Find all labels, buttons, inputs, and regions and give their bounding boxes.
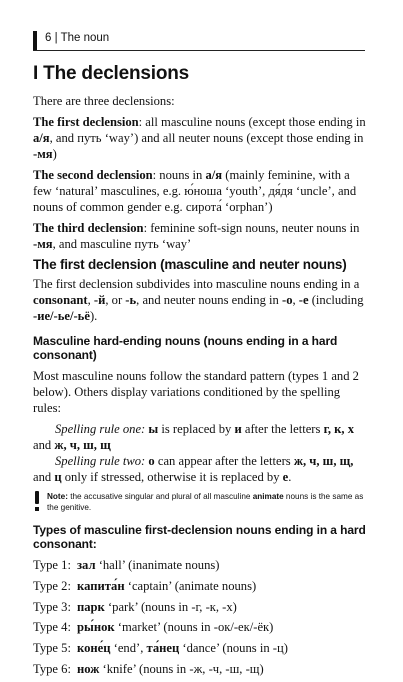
second-declension-paragraph: The second declension: nouns in а/я (mainly feminine, with a few ‘natural’ masculines, e.g. ю́ноша ‘youth’, дя́дя ‘uncle’, and nouns of common gender e.g. сирота́ ‘orphan’) — [33, 168, 357, 214]
note-text: Note: the accusative singular and plural of all masculine animate nouns is the same as the genitive. — [47, 492, 364, 512]
spelling-rule-two: Spelling rule two: о can appear after the letters ж, ч, ш, щ, — [55, 454, 354, 468]
spelling-rule-one-cont: and ж, ч, ш, щ — [33, 438, 111, 452]
page-content — [33, 63, 367, 682]
first-declension-heading: The first declension (masculine and neuter nouns) — [33, 257, 347, 272]
exclamation-icon — [33, 491, 41, 513]
running-head-title: The noun — [60, 32, 110, 44]
types-heading: Types of masculine first-declension nouns ending in a hard consonant: — [33, 523, 366, 551]
running-head-bar — [33, 31, 37, 50]
types-list — [33, 557, 367, 677]
note-box — [33, 491, 367, 513]
running-head — [33, 30, 365, 51]
spelling-rule-two-cont: and ц only if stressed, otherwise it is replaced by е. — [33, 470, 292, 484]
type-row: Type 6: нож ‘knife’ (nouns in -ж, -ч, -ш, -щ) — [33, 661, 264, 676]
page-number: 6 — [45, 32, 52, 44]
type-row: Type 2: капита́н ‘captain’ (animate nouns) — [33, 578, 257, 593]
intro-text: There are three declensions: — [33, 94, 175, 108]
running-head-text — [45, 32, 109, 44]
hard-ending-paragraph: Most masculine nouns follow the standard pattern (types 1 and 2 below). Others display variations conditioned by the spelling rules: — [33, 369, 359, 415]
hard-ending-heading: Masculine hard-ending nouns (nouns ending in a hard consonant) — [33, 334, 338, 362]
section-heading: I The declensions — [33, 63, 190, 84]
type-row: Type 4: ры́нок ‘market’ (nouns in -ок/-ек/-ёк) — [33, 620, 274, 635]
running-head-separator: | — [54, 32, 58, 44]
type-row: Type 5: коне́ц ‘end’, та́нец ‘dance’ (nouns in -ц) — [33, 641, 288, 656]
type-row: Type 1: зал ‘hall’ (inanimate nouns) — [33, 558, 220, 572]
spelling-rule-one: Spelling rule one: ы is replaced by и after the letters г, к, х — [55, 422, 355, 436]
third-declension-paragraph: The third declension: feminine soft-sign nouns, neuter nouns in -мя, and masculine путь ‘way’ — [33, 221, 360, 251]
spelling-rules — [33, 421, 367, 485]
first-declension-description: The first declension subdivides into masculine nouns ending in a consonant, -й, or -ь, and neuter nouns ending in -о, -е (including -ие/-ье/-ьё). — [33, 277, 364, 323]
first-declension-paragraph: The first declension: all masculine nouns (except those ending in а/я, and путь ‘way’) and all neuter nouns (except those ending in -мя) — [33, 115, 366, 161]
type-row: Type 3: парк ‘park’ (nouns in -г, -к, -х) — [33, 599, 237, 614]
